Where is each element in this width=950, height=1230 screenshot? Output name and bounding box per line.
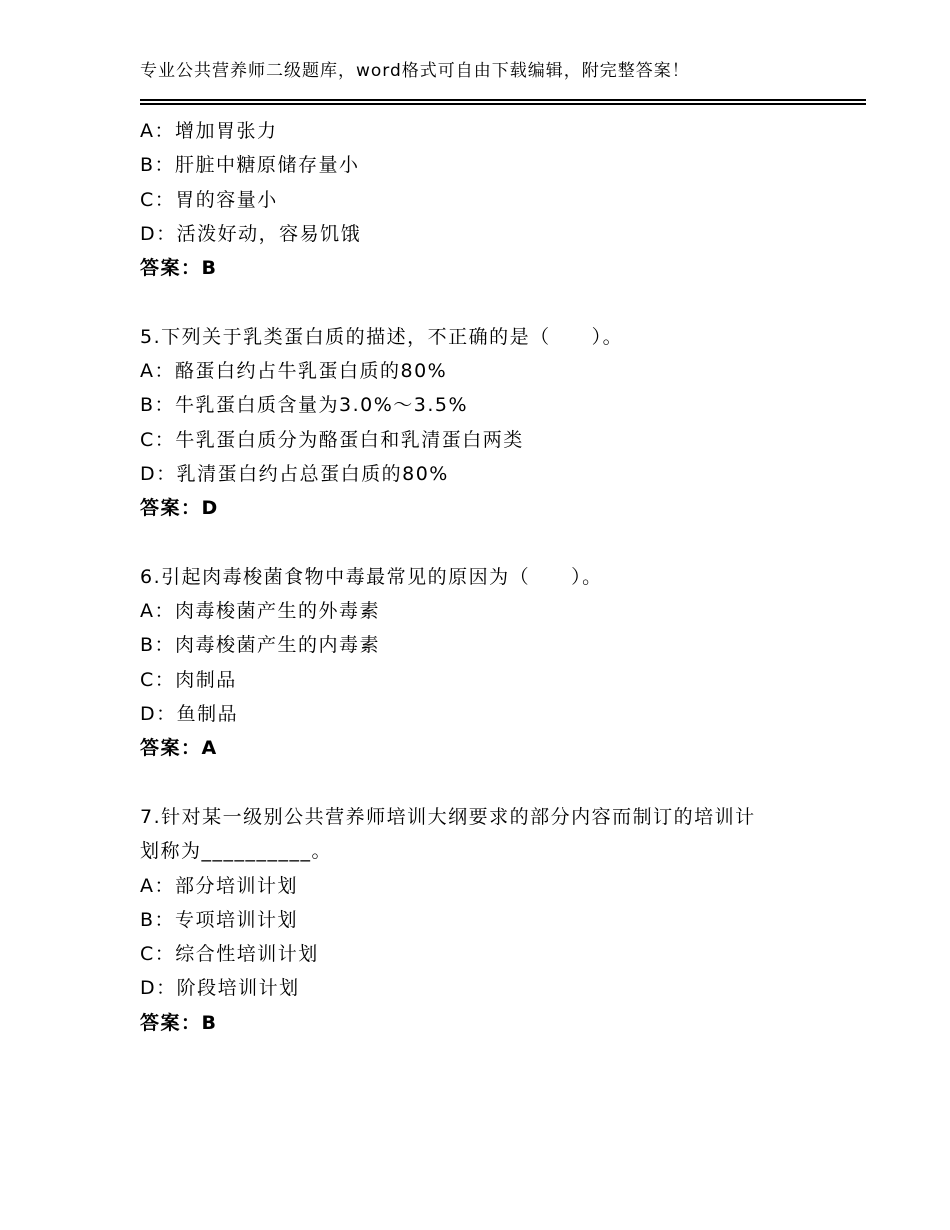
header-rule-bottom [140,103,866,105]
option-a: A：增加胃张力 [140,120,278,142]
question-stem: 6.引起肉毒梭菌食物中毒最常见的原因为（ ）。 [140,565,603,588]
option-a: A：酪蛋白约占牛乳蛋白质的80% [140,360,448,383]
option-b: B：牛乳蛋白质含量为3.0%～3.5% [140,394,469,417]
header-rule-top [140,99,866,101]
option-c: C：综合性培训计划 [140,943,319,966]
option-c: C：牛乳蛋白质分为酪蛋白和乳清蛋白两类 [140,428,524,451]
question-7 [140,800,830,1040]
answer: 答案：B [140,1011,218,1034]
option-a: A：肉毒梭菌产生的外毒素 [140,600,380,623]
option-b: B：肝脏中糖原储存量小 [140,154,360,177]
question-6 [140,560,830,766]
option-c: C：胃的容量小 [140,188,278,211]
option-d: D：活泼好动，容易饥饿 [140,222,362,245]
question-stem-line-2: 划称为__________。 [140,840,333,863]
answer: 答案：B [140,257,218,280]
option-a: A：部分培训计划 [140,874,298,897]
question-stem: 5.下列关于乳类蛋白质的描述，不正确的是（ ）。 [140,325,624,348]
question-5 [140,320,830,526]
question-stem-line-1: 7.针对某一级别公共营养师培训大纲要求的部分内容而制订的培训计 [140,805,756,828]
option-d: D：乳清蛋白约占总蛋白质的80% [140,462,449,485]
question-list [140,114,830,1040]
answer: 答案：A [140,737,218,760]
option-d: D：阶段培训计划 [140,977,300,1000]
option-b: B：专项培训计划 [140,908,299,931]
option-d: D：鱼制品 [140,703,239,726]
question-4 [140,114,830,285]
option-b: B：肉毒梭菌产生的内毒素 [140,634,381,657]
answer: 答案：D [140,497,219,520]
page-header: 专业公共营养师二级题库，word格式可自由下载编辑，附完整答案！ [140,61,690,81]
option-c: C：肉制品 [140,668,237,691]
